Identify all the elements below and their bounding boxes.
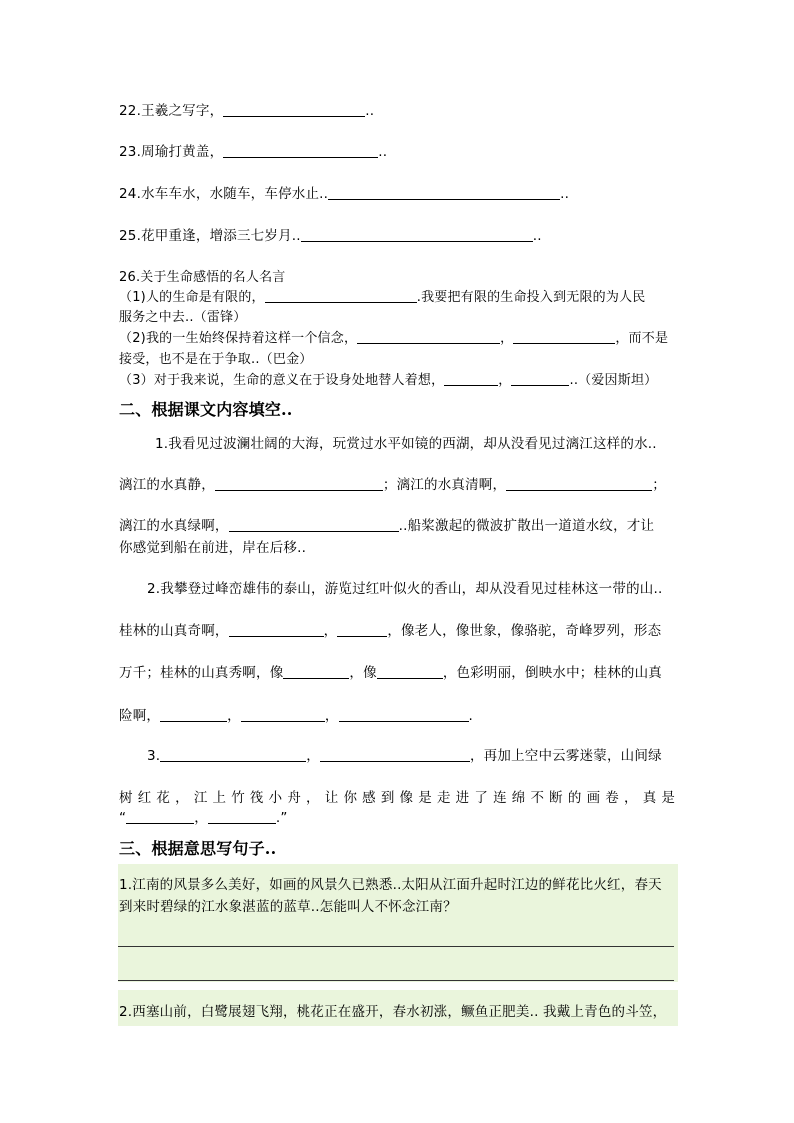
p3-char: 树: [119, 790, 133, 806]
q22-end: ..: [365, 103, 375, 119]
p2-l2-text: 桂林的山真奇啊，: [119, 623, 229, 639]
q26-l3-rest: ，而不是: [615, 331, 669, 346]
p3-char: 红: [137, 790, 152, 806]
p2-blank-4[interactable]: [377, 664, 443, 679]
question-23: [119, 140, 387, 160]
q26-l5-comma: ，: [498, 373, 512, 388]
p3-blank-1[interactable]: [160, 747, 306, 762]
answer-line-2[interactable]: [118, 980, 674, 981]
p2-line-2: [119, 619, 661, 639]
p3-l1-comma: ，: [306, 748, 320, 764]
p3-char: 筏: [249, 790, 264, 806]
p3-number: 3.: [147, 748, 161, 764]
p3-open-quote: “: [119, 810, 127, 826]
q24-blank[interactable]: [328, 185, 560, 200]
section-3-heading: 三、根据意思写句子..: [119, 839, 277, 858]
q23-text: 23.周瑜打黄盖，: [119, 144, 224, 160]
q26-blank-5[interactable]: [511, 371, 569, 386]
q25-end: ..: [532, 228, 542, 244]
question-25: [119, 224, 542, 244]
p3-char: ，: [623, 790, 638, 806]
q26-line-4: 接受，也不是在于争取..（巴金）: [119, 352, 313, 367]
p3-char: 竹: [231, 790, 245, 806]
p3-char: 上: [212, 790, 227, 806]
p2-blank-3[interactable]: [283, 664, 349, 679]
p2-l4-end: .: [468, 708, 474, 724]
q26-line-2: 服务之中去..（雷锋）: [119, 310, 247, 325]
q26-l1-text: （1)人的生命是有限的，: [119, 290, 265, 305]
p1-blank-2[interactable]: [506, 476, 652, 491]
p2-line-3: [119, 661, 662, 681]
q26-l5-rest: ..（爱因斯坦）: [569, 373, 658, 388]
p3-line-2: [119, 786, 675, 806]
q25-text: 25.花甲重逢，增添三七岁月..: [119, 228, 301, 244]
p3-char: 是: [418, 790, 432, 806]
p2-line-4: [119, 704, 473, 724]
p2-l4-comma-1: ，: [227, 708, 241, 724]
p2-blank-2[interactable]: [337, 622, 387, 637]
p3-char: 画: [586, 790, 601, 806]
q26-l5-text: （3）对于我来说，生命的意义在于设身处地替人着想，: [119, 373, 445, 388]
q26-line-3: [119, 327, 668, 346]
p3-char: 江: [193, 790, 208, 806]
p1-line-3: [119, 514, 654, 534]
q24-end: ..: [560, 186, 570, 202]
p1-l3-text: 漓江的水真绿啊，: [119, 518, 229, 534]
p2-blank-5[interactable]: [160, 707, 227, 722]
p3-blank-3[interactable]: [126, 809, 194, 824]
p3-char: 走: [436, 790, 451, 806]
p1-l2-text: 漓江的水真静，: [119, 477, 215, 493]
q26-l3-text: （2)我的一生始终保持着这样一个信念，: [119, 331, 358, 346]
s2-line-1: 2.西塞山前，白鹭展翅飞翔，桃花正在盛开，春水初涨，鳜鱼正肥美.. 我戴上青色的斗笠，: [119, 1004, 667, 1020]
p3-l3-comma: ，: [194, 810, 208, 826]
question-22: [119, 99, 374, 119]
p1-line-2: [119, 473, 666, 493]
q26-title: 26.关于生命感悟的名人名言: [119, 270, 286, 285]
s1-line-1: 1.江南的风景多么美好，如画的风景久已熟悉..太阳从江面升起时江边的鲜花比火红，春天: [119, 877, 662, 893]
p1-blank-3[interactable]: [229, 517, 399, 532]
q26-l1-rest: .我要把有限的生命投入到无限的为人民: [416, 290, 646, 305]
p1-line-4: 你感觉到船在前进，岸在后移..: [119, 540, 307, 556]
p3-char: 进: [455, 790, 470, 806]
p1-l2-mid: ；漓江的水真清啊，: [382, 477, 507, 493]
q23-blank[interactable]: [223, 143, 378, 158]
p3-l1-rest: ，再加上空中云雾迷蒙，山间绿: [469, 748, 662, 764]
q26-blank-1[interactable]: [265, 288, 417, 303]
p2-blank-7[interactable]: [339, 707, 469, 722]
q25-blank[interactable]: [301, 227, 533, 242]
p3-char: 连: [493, 790, 507, 806]
p1-l3-rest: ..船桨激起的微波扩散出一道道水纹，才让: [398, 518, 655, 534]
p3-char: 让: [324, 790, 339, 806]
question-24: [119, 182, 569, 202]
q26-blank-3[interactable]: [513, 329, 615, 344]
answer-line-1[interactable]: [118, 946, 674, 947]
p3-blank-4[interactable]: [208, 809, 276, 824]
section-2-heading: 二、根据课文内容填空..: [119, 400, 293, 419]
p2-l4-text: 险啊，: [119, 708, 161, 724]
p3-char: 是: [661, 790, 675, 806]
p2-l3-text: 万千；桂林的山真秀啊，像: [119, 665, 284, 681]
p2-l3-rest: ，色彩明丽，倒映水中；桂林的山真: [442, 665, 663, 681]
p1-blank-1[interactable]: [215, 476, 383, 491]
p3-char: ，: [306, 790, 320, 806]
p3-char: 绵: [511, 790, 526, 806]
p3-char: 不: [530, 790, 544, 806]
p3-char: 真: [642, 790, 657, 806]
q26-blank-4[interactable]: [444, 371, 498, 386]
p3-char: 的: [567, 790, 582, 806]
q24-text: 24.水车车水，水随车，车停水止..: [119, 186, 329, 202]
p1-line-1: 1.我看见过波澜壮阔的大海，玩赏过水平如镜的西湖，却从没看见过漓江这样的水..: [155, 436, 657, 452]
s1-line-2: 到来时碧绿的江水象湛蓝的蓝草..怎能叫人不怀念江南？: [119, 899, 457, 915]
p3-char: 了: [474, 790, 488, 806]
p2-l2-rest: ，像老人，像世象，像骆驼，奇峰罗列，形态: [387, 623, 662, 639]
q23-end: ..: [378, 144, 388, 160]
p3-char: 你: [343, 790, 357, 806]
p3-char: 卷: [605, 790, 619, 806]
p3-char: 小: [268, 790, 283, 806]
p2-l2-comma: ，: [323, 623, 338, 639]
p1-l2-end: ；: [652, 477, 666, 493]
p3-char: ，: [175, 790, 189, 806]
p3-line-3: [119, 806, 288, 826]
q22-blank[interactable]: [223, 102, 365, 117]
p3-char: 像: [399, 790, 414, 806]
p2-blank-6[interactable]: [241, 707, 325, 722]
p3-char: 断: [549, 790, 563, 806]
q26-line-1: [119, 286, 645, 305]
p3-char: 到: [380, 790, 395, 806]
p3-char: 花: [156, 790, 170, 806]
q26-line-5: [119, 369, 657, 388]
p2-line-1: 2.我攀登过峰峦雄伟的泰山，游览过红叶似火的香山，却从没看见过桂林这一带的山..: [147, 581, 663, 597]
p3-line-1: [147, 744, 662, 764]
q26-l3-comma: ，: [500, 331, 514, 346]
p3-char: 感: [362, 790, 376, 806]
p3-close-quote: .”: [275, 810, 288, 826]
p2-l4-comma-2: ，: [324, 708, 339, 724]
p2-blank-1[interactable]: [229, 622, 324, 637]
p3-char: 舟: [287, 790, 301, 806]
q26-blank-2[interactable]: [357, 329, 500, 344]
p3-blank-2[interactable]: [320, 747, 470, 762]
q22-text: 22.王羲之写字，: [119, 103, 224, 119]
p2-l3-mid: ，像: [349, 665, 377, 681]
